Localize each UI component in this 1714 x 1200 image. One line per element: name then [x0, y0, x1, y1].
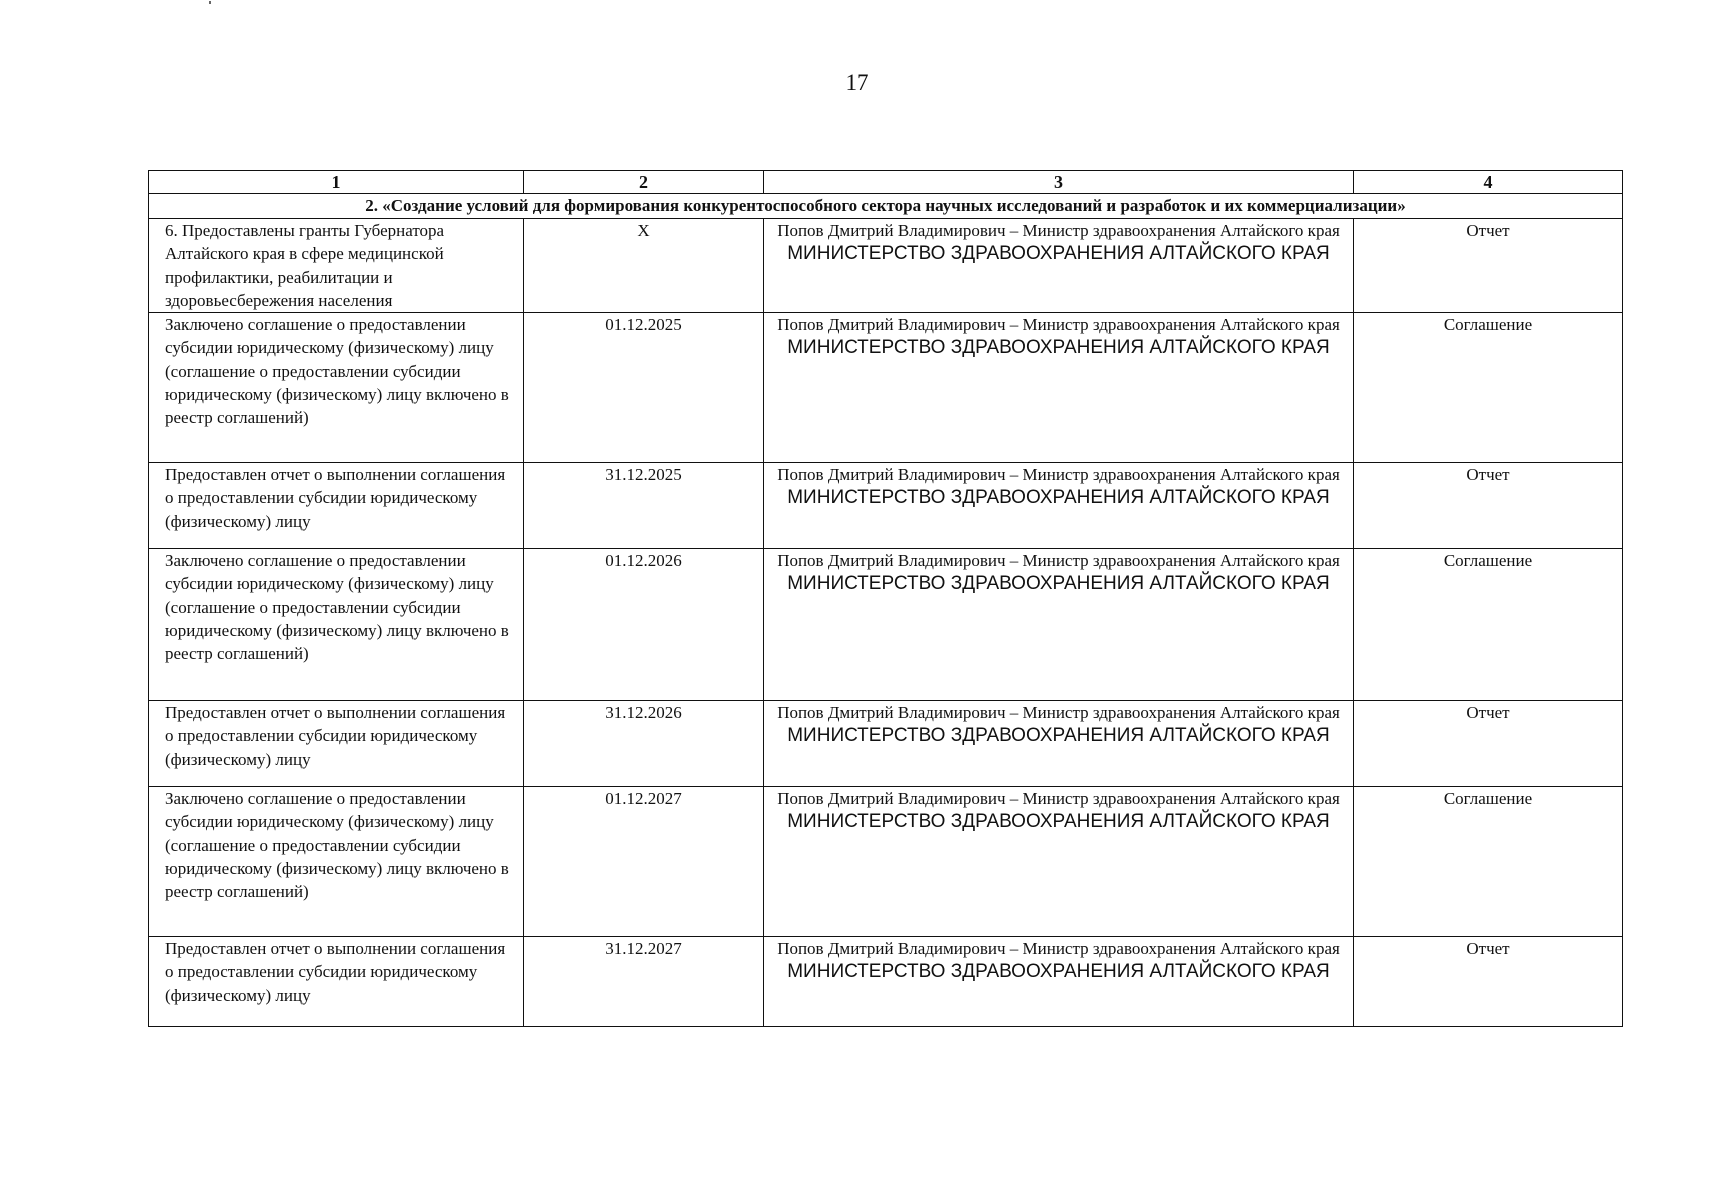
table-row — [149, 549, 1623, 701]
responsible-cell — [764, 549, 1354, 701]
date-cell: 01.12.2026 — [524, 549, 764, 701]
scan-speck — [209, 1, 211, 4]
event-cell: Заключено соглашение о предоставлении субсидии юридическому (физическому) лицу (соглашение о предоставлении субсидии юридическому (физическому) лицу включено в реестр соглашений) — [149, 787, 524, 937]
table-row — [149, 463, 1623, 549]
section-title: 2. «Создание условий для формирования конкурентоспособного сектора научных исследований и разработок и их коммерциализации» — [149, 194, 1623, 219]
section-title-row — [149, 194, 1623, 219]
responsible-cell — [764, 463, 1354, 549]
table-row — [149, 937, 1623, 1027]
document-type-cell: Отчет — [1354, 937, 1623, 1027]
event-cell: Заключено соглашение о предоставлении субсидии юридическому (физическому) лицу (соглашение о предоставлении субсидии юридическому (физическому) лицу включено в реестр соглашений) — [149, 313, 524, 463]
document-type-cell: Соглашение — [1354, 549, 1623, 701]
date-cell: 01.12.2027 — [524, 787, 764, 937]
official-name: Попов Дмитрий Владимирович – Министр здравоохранения Алтайского края — [777, 939, 1340, 959]
document-type-cell: Отчет — [1354, 219, 1623, 313]
official-name: Попов Дмитрий Владимирович – Министр здравоохранения Алтайского края — [777, 703, 1340, 723]
official-name: Попов Дмитрий Владимирович – Министр здравоохранения Алтайского края — [777, 789, 1340, 809]
column-header-4: 4 — [1354, 171, 1623, 194]
document-type-cell: Отчет — [1354, 701, 1623, 787]
event-cell: Предоставлен отчет о выполнении соглашения о предоставлении субсидии юридическому (физическому) лицу — [149, 937, 524, 1027]
date-cell: 01.12.2025 — [524, 313, 764, 463]
responsible-cell — [764, 313, 1354, 463]
official-name: Попов Дмитрий Владимирович – Министр здравоохранения Алтайского края — [777, 315, 1340, 335]
official-name: Попов Дмитрий Владимирович – Министр здравоохранения Алтайского края — [777, 465, 1340, 485]
official-name: Попов Дмитрий Владимирович – Министр здравоохранения Алтайского края — [777, 551, 1340, 571]
column-header-3: 3 — [764, 171, 1354, 194]
page-number: 17 — [845, 70, 869, 95]
plan-table-body — [149, 171, 1623, 1027]
table-header-row — [149, 171, 1623, 194]
event-cell: Заключено соглашение о предоставлении субсидии юридическому (физическому) лицу (соглашение о предоставлении субсидии юридическому (физическому) лицу включено в реестр соглашений) — [149, 549, 524, 701]
column-header-1: 1 — [149, 171, 524, 194]
date-cell: 31.12.2026 — [524, 701, 764, 787]
ministry-name: МИНИСТЕРСТВО ЗДРАВООХРАНЕНИЯ АЛТАЙСКОГО КРАЯ — [787, 725, 1330, 747]
official-name: Попов Дмитрий Владимирович – Министр здравоохранения Алтайского края — [777, 221, 1340, 240]
responsible-cell — [764, 937, 1354, 1027]
table-row — [149, 787, 1623, 937]
event-cell: 6. Предоставлены гранты Губернатора Алтайского края в сфере медицинской профилактики, реабилитации и здоровьесбережения населения — [149, 219, 524, 313]
ministry-name: МИНИСТЕРСТВО ЗДРАВООХРАНЕНИЯ АЛТАЙСКОГО КРАЯ — [787, 961, 1330, 983]
date-cell: 31.12.2027 — [524, 937, 764, 1027]
plan-table — [148, 170, 1623, 1027]
document-type-cell: Соглашение — [1354, 787, 1623, 937]
ministry-name: МИНИСТЕРСТВО ЗДРАВООХРАНЕНИЯ АЛТАЙСКОГО КРАЯ — [787, 243, 1330, 265]
table-row — [149, 219, 1623, 313]
table-row — [149, 313, 1623, 463]
ministry-name: МИНИСТЕРСТВО ЗДРАВООХРАНЕНИЯ АЛТАЙСКОГО КРАЯ — [787, 487, 1330, 509]
event-cell: Предоставлен отчет о выполнении соглашения о предоставлении субсидии юридическому (физическому) лицу — [149, 701, 524, 787]
event-cell: Предоставлен отчет о выполнении соглашения о предоставлении субсидии юридическому (физическому) лицу — [149, 463, 524, 549]
responsible-cell — [764, 701, 1354, 787]
document-type-cell: Соглашение — [1354, 313, 1623, 463]
ministry-name: МИНИСТЕРСТВО ЗДРАВООХРАНЕНИЯ АЛТАЙСКОГО КРАЯ — [787, 811, 1330, 833]
date-cell: 31.12.2025 — [524, 463, 764, 549]
responsible-cell — [764, 787, 1354, 937]
responsible-cell — [764, 219, 1354, 313]
table-row — [149, 701, 1623, 787]
ministry-name: МИНИСТЕРСТВО ЗДРАВООХРАНЕНИЯ АЛТАЙСКОГО КРАЯ — [787, 337, 1330, 359]
document-type-cell: Отчет — [1354, 463, 1623, 549]
column-header-2: 2 — [524, 171, 764, 194]
date-cell: X — [524, 219, 764, 313]
ministry-name: МИНИСТЕРСТВО ЗДРАВООХРАНЕНИЯ АЛТАЙСКОГО КРАЯ — [787, 573, 1330, 595]
